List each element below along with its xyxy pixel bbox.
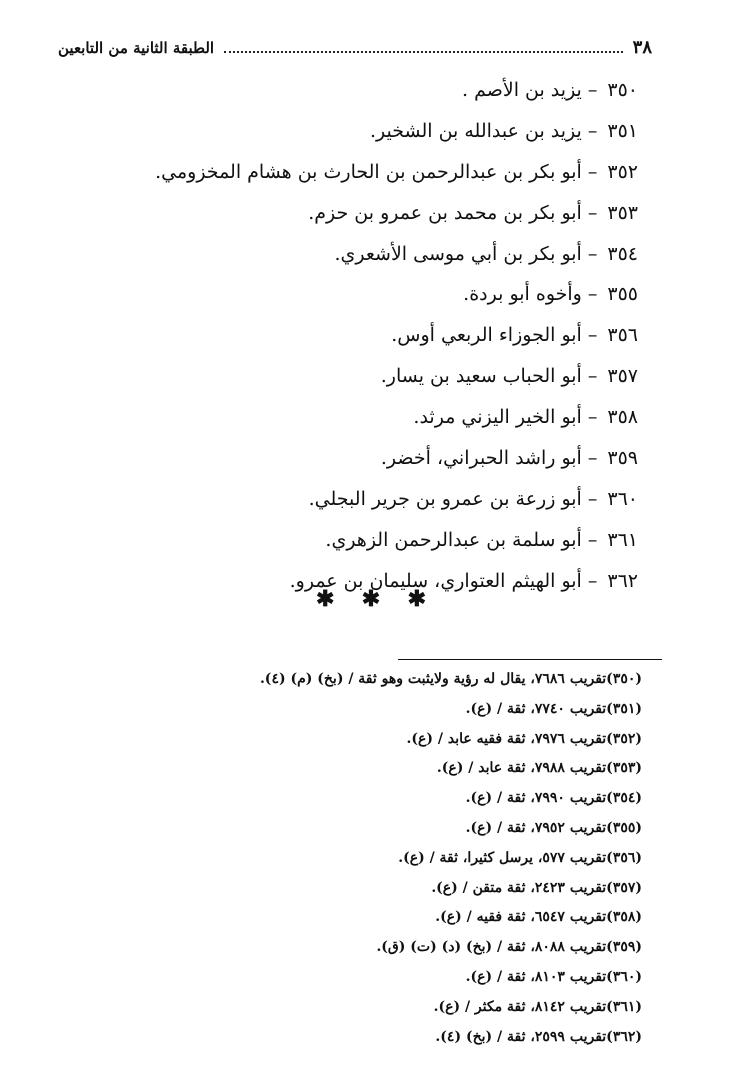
entry-number: ٣٥٥ <box>607 283 638 306</box>
footnote: (٣٦١)تقريب ٨١٤٢، ثقة مكثر / (ع). <box>433 998 642 1015</box>
entry-number: ٣٦٠ <box>607 487 638 510</box>
narrator-list <box>78 70 638 602</box>
footnote: (٣٥٩)تقريب ٨٠٨٨، ثقة / (بخ) (د) (ت) (ق). <box>376 939 642 956</box>
list-item <box>78 438 638 479</box>
entry-number: ٣٥٤ <box>607 242 638 265</box>
entry-text: – أبو راشد الحبراني، أخضر. <box>380 447 598 470</box>
footnote: (٣٥٣)تقريب ٧٩٨٨، ثقة عابد / (ع). <box>436 760 642 777</box>
star-icon: ✱ <box>316 586 335 612</box>
entry-text: – أبو الحباب سعيد بن يسار. <box>380 365 598 388</box>
list-item <box>78 397 638 438</box>
entry-text: – أبو الجوزاء الربعي أوس. <box>391 324 598 347</box>
entry-text: – أبو بكر بن عبدالرحمن بن الحارث بن هشام المخزومي. <box>155 160 598 183</box>
footnote-rule <box>398 659 662 660</box>
entry-text: – أبو بكر بن محمد بن عمرو بن حزم. <box>308 201 598 224</box>
entry-number: ٣٥٩ <box>607 447 638 470</box>
entry-text: – يزيد بن الأصم . <box>462 79 598 101</box>
footnote: (٣٥٢)تقريب ٧٩٧٦، ثقة فقيه عابد / (ع). <box>406 730 642 747</box>
running-header <box>58 37 652 63</box>
entry-text: – أبو الخير اليزني مرثد. <box>413 406 598 429</box>
footnote: (٣٥٥)تقريب ٧٩٥٢، ثقة / (ع). <box>465 819 642 836</box>
entry-number: ٣٥٨ <box>607 406 638 429</box>
list-item <box>78 111 638 152</box>
list-item <box>78 234 638 275</box>
entry-number: ٣٥٢ <box>607 160 638 183</box>
list-item <box>78 520 638 561</box>
star-icon: ✱ <box>361 586 381 612</box>
dotted-leader <box>224 37 623 53</box>
list-item <box>78 274 638 315</box>
list-item <box>78 152 638 193</box>
running-title: الطبقة الثانية من التابعين <box>58 39 215 57</box>
entry-text: – أبو زرعة بن عمرو بن جرير البجلي. <box>308 487 598 510</box>
section-separator <box>316 586 426 612</box>
entry-text: – أبو الهيثم العتواري، سليمان بن عمرو. <box>289 569 598 592</box>
list-item <box>78 193 638 234</box>
footnote: (٣٥٧)تقريب ٢٤٢٣، ثقة متقن / (ع). <box>431 879 642 896</box>
entry-text: – أبو بكر بن أبي موسى الأشعري. <box>334 242 598 265</box>
footnote: (٣٦٢)تقريب ٢٥٩٩، ثقة / (بخ) (٤). <box>435 1028 642 1045</box>
footnote: (٣٥٤)تقريب ٧٩٩٠، ثقة / (ع). <box>465 790 642 807</box>
entry-number: ٣٥٧ <box>607 365 638 388</box>
list-item <box>78 70 638 111</box>
footnote: (٣٥١)تقريب ٧٧٤٠، ثقة / (ع). <box>465 700 642 717</box>
entry-number: ٣٥١ <box>607 119 638 142</box>
entry-text: – أبو سلمة بن عبدالرحمن الزهري. <box>325 528 598 551</box>
footnote: (٣٥٨)تقريب ٦٥٤٧، ثقة فقيه / (ع). <box>435 909 642 926</box>
footnote: (٣٥٠)تقريب ٧٦٨٦، يقال له رؤية ولايثبت وهو ثقة / (بخ) (م) (٤). <box>259 671 642 687</box>
page-number: ٣٨ <box>632 37 652 58</box>
list-item <box>78 479 638 520</box>
entry-number: ٣٥٠ <box>607 79 638 101</box>
entry-number: ٣٦٢ <box>607 569 638 592</box>
entry-text: – يزيد بن عبدالله بن الشخير. <box>370 119 598 142</box>
entry-number: ٣٦١ <box>607 528 638 551</box>
footnote: (٣٦٠)تقريب ٨١٠٣، ثقة / (ع). <box>465 968 642 985</box>
footnote: (٣٥٦)تقريب ٥٧٧، يرسل كثيرا، ثقة / (ع). <box>398 849 642 866</box>
entry-text: – وأخوه أبو بردة. <box>463 283 598 306</box>
footnotes <box>82 664 642 1051</box>
list-item <box>78 356 638 397</box>
entry-number: ٣٥٣ <box>607 201 638 224</box>
list-item <box>78 315 638 356</box>
entry-number: ٣٥٦ <box>607 324 638 347</box>
star-icon: ✱ <box>407 586 426 612</box>
